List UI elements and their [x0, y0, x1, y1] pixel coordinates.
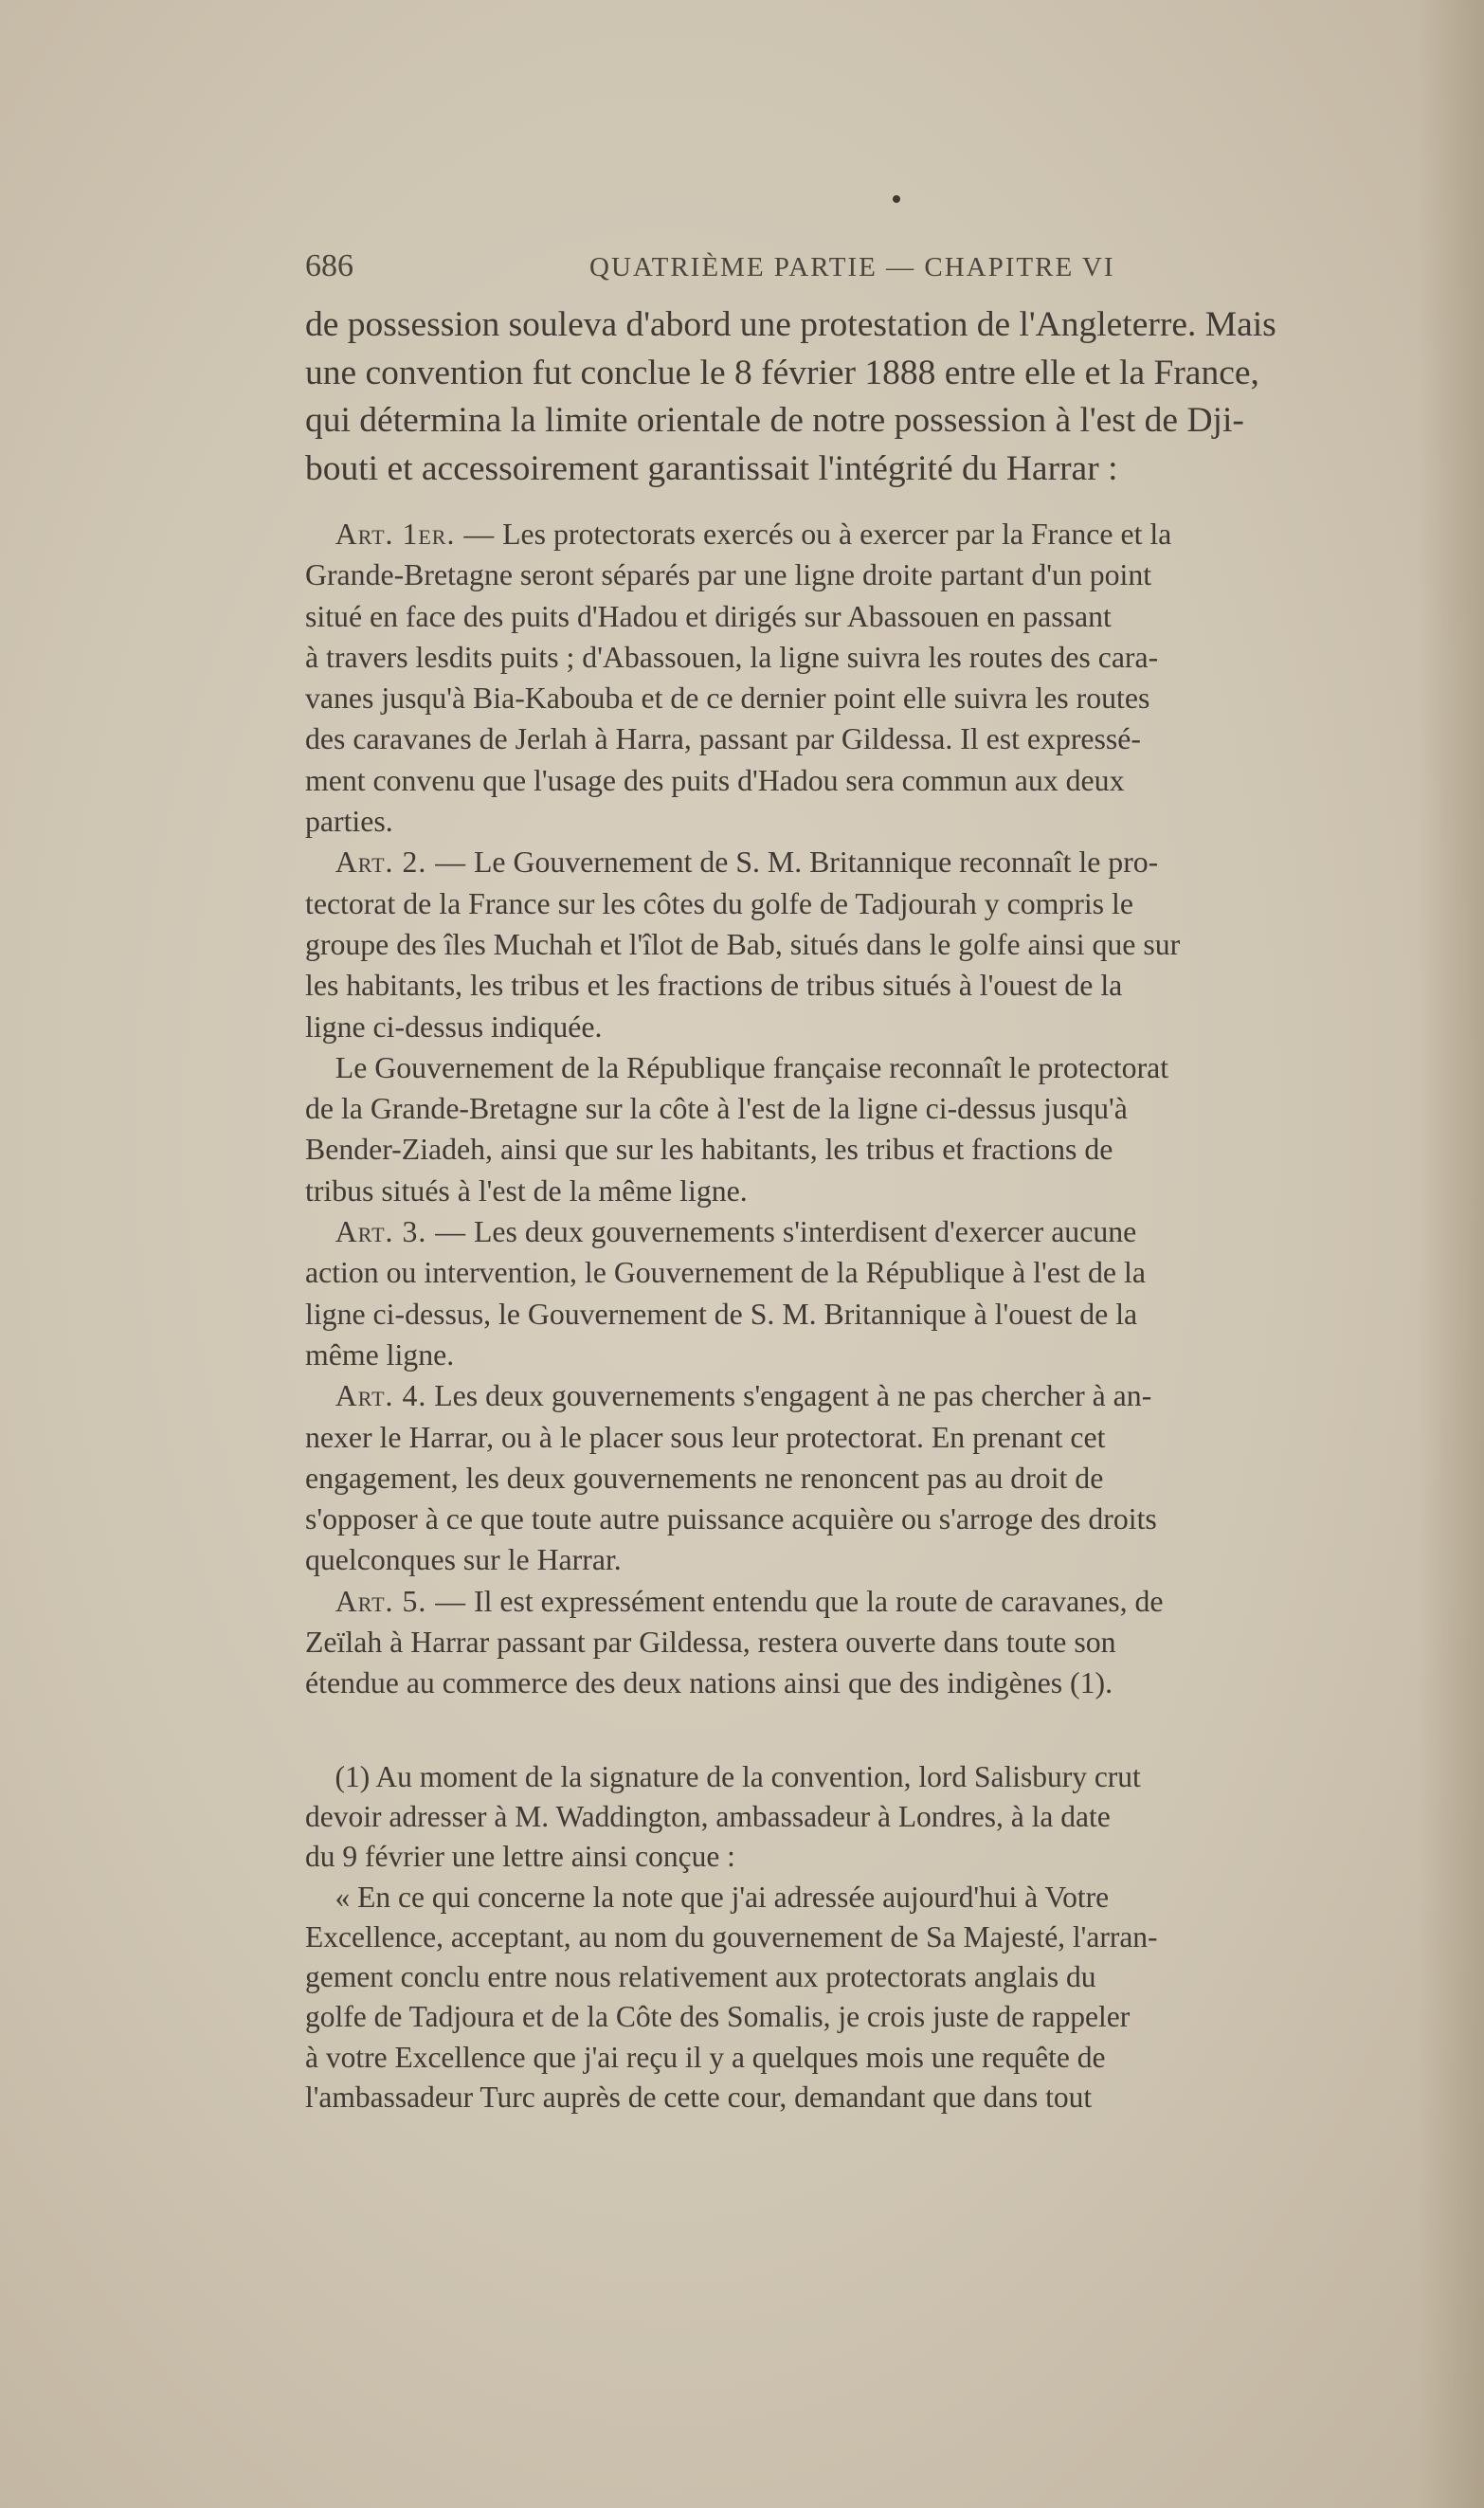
- page-gutter-shadow: [1418, 0, 1484, 2508]
- article-2: [305, 842, 1423, 1211]
- text-line: Art. 3. — Les deux gouvernements s'interdisent d'exercer aucune: [335, 1215, 1137, 1249]
- text-line: Art. 5. — Il est expressément entendu que la route de caravanes, de: [335, 1584, 1164, 1618]
- text-line: parties.: [305, 805, 393, 839]
- text-line: ligne ci-dessus, le Gouvernement de S. M. Britannique à l'ouest de la: [305, 1297, 1138, 1331]
- text-line: Bender-Ziadeh, ainsi que sur les habitants, les tribus et fractions de: [305, 1133, 1113, 1167]
- text-line: à votre Excellence que j'ai reçu il y a quelques mois une requête de: [305, 2040, 1106, 2074]
- article-2-body: [305, 842, 1423, 1211]
- text-line: une convention fut conclue le 8 février 1888 entre elle et la France,: [305, 353, 1259, 392]
- text-line: l'ambassadeur Turc auprès de cette cour, demandant que dans tout: [305, 2080, 1093, 2114]
- text-line: à travers lesdits puits ; d'Abassouen, la ligne suivra les routes des cara-: [305, 640, 1159, 674]
- text-line: étendue au commerce des deux nations ainsi que des indigènes (1).: [305, 1666, 1113, 1700]
- text-line: quelconques sur le Harrar.: [305, 1543, 622, 1577]
- text-line: des caravanes de Jerlah à Harra, passant par Gildessa. Il est expressé-: [305, 722, 1141, 756]
- text-line: action ou intervention, le Gouvernement de la République à l'est de la: [305, 1256, 1146, 1290]
- article-label: Art. 1er. —: [335, 518, 496, 551]
- text-line: « En ce qui concerne la note que j'ai adressée aujourd'hui à Votre: [335, 1880, 1110, 1914]
- text-line: tectorat de la France sur les côtes du golfe de Tadjourah y compris le: [305, 886, 1133, 920]
- article-5: [305, 1581, 1423, 1704]
- text-line: s'opposer à ce que toute autre puissance acquière ou s'arroge des droits: [305, 1502, 1157, 1536]
- print-mark: [893, 195, 900, 203]
- footnote: [305, 1757, 1423, 2118]
- text-line: Art. 1er. — Les protectorats exercés ou à exercer par la France et la: [335, 518, 1172, 551]
- intro-paragraph: [305, 301, 1423, 493]
- text-line: devoir adresser à M. Waddington, ambassadeur à Londres, à la date: [305, 1799, 1111, 1833]
- text-line: (1) Au moment de la signature de la convention, lord Salisbury crut: [335, 1759, 1141, 1793]
- text-line: Art. 4. Les deux gouvernements s'engagent à ne pas chercher à an-: [335, 1379, 1152, 1413]
- text-line: situé en face des puits d'Hadou et dirigés sur Abassouen en passant: [305, 599, 1112, 633]
- page-number: 686: [305, 248, 353, 283]
- article-label: Art. 3. —: [335, 1215, 467, 1249]
- text-line: nexer le Harrar, ou à le placer sous leur protectorat. En prenant cet: [305, 1420, 1106, 1454]
- text-line: gement conclu entre nous relativement aux protectorats anglais du: [305, 1960, 1096, 1994]
- text-line: de possession souleva d'abord une protestation de l'Angleterre. Mais: [305, 305, 1276, 344]
- article-label: Art. 5. —: [335, 1584, 467, 1618]
- article-1: [305, 514, 1423, 842]
- text-line: golfe de Tadjoura et de la Côte des Somalis, je crois juste de rappeler: [305, 2000, 1131, 2034]
- text-line: tribus situés à l'est de la même ligne.: [305, 1173, 748, 1208]
- running-head: QUATRIÈME PARTIE — CHAPITRE VI: [589, 252, 1115, 282]
- text-line: de la Grande-Bretagne sur la côte à l'est de la ligne ci-dessus jusqu'à: [305, 1092, 1128, 1126]
- text-line: vanes jusqu'à Bia-Kabouba et de ce dernier point elle suivra les routes: [305, 682, 1150, 716]
- text-line: Excellence, acceptant, au nom du gouvernement de Sa Majesté, l'arran-: [305, 1919, 1158, 1954]
- article-label: Art. 2. —: [335, 845, 467, 880]
- text-line: qui détermina la limite orientale de notre possession à l'est de Dji-: [305, 401, 1244, 440]
- article-label: Art. 4.: [335, 1379, 427, 1413]
- article-3: [305, 1211, 1423, 1375]
- text-line: les habitants, les tribus et les fractions de tribus situés à l'ouest de la: [305, 969, 1123, 1003]
- text-line: Art. 2. — Le Gouvernement de S. M. Britannique reconnaît le pro-: [335, 845, 1159, 880]
- text-line: même ligne.: [305, 1337, 455, 1372]
- text-line: ligne ci-dessus indiquée.: [305, 1009, 603, 1044]
- text-line: engagement, les deux gouvernements ne renoncent pas au droit de: [305, 1461, 1104, 1495]
- text-line: Zeïlah à Harrar passant par Gildessa, restera ouverte dans toute son: [305, 1626, 1116, 1660]
- text-line: ment convenu que l'usage des puits d'Hadou sera commun aux deux: [305, 763, 1125, 797]
- article-4: [305, 1375, 1423, 1580]
- text-line: bouti et accessoirement garantissait l'intégrité du Harrar :: [305, 448, 1118, 488]
- text-line: Le Gouvernement de la République française reconnaît le protectorat: [335, 1050, 1169, 1084]
- text-line: Grande-Bretagne seront séparés par une ligne droite partant d'un point: [305, 558, 1152, 592]
- page-header: [305, 248, 1177, 286]
- text-line: groupe des îles Muchah et l'îlot de Bab, situés dans le golfe ainsi que sur: [305, 927, 1181, 961]
- text-line: du 9 février une lettre ainsi conçue :: [305, 1840, 735, 1874]
- body-text: [305, 301, 1423, 2117]
